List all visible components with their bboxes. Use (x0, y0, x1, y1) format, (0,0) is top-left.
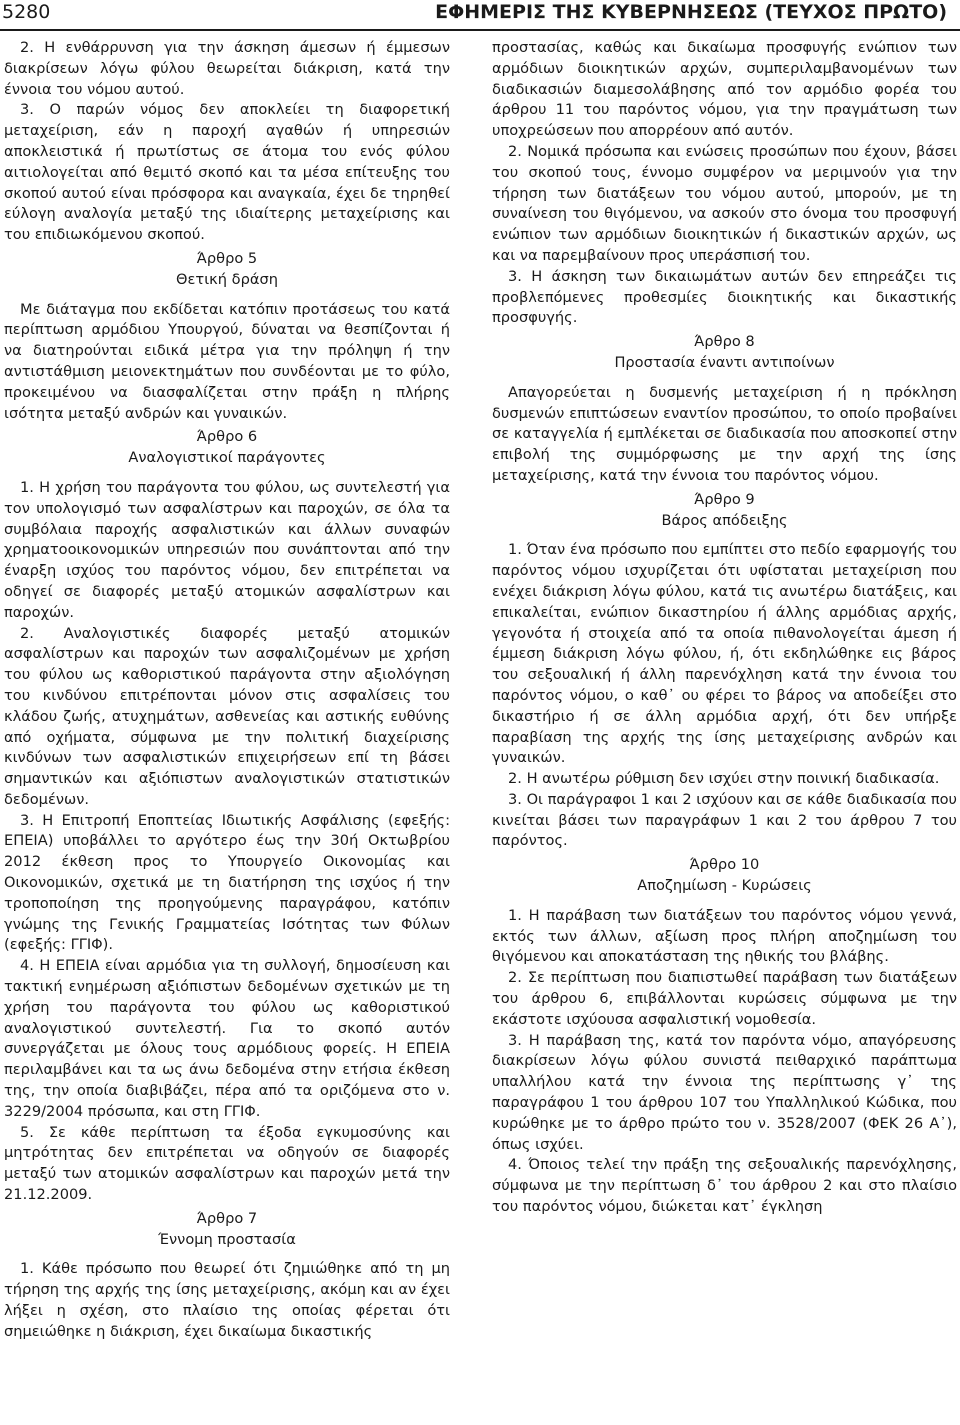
article-heading (492, 332, 957, 374)
article-heading (4, 249, 450, 291)
paragraph: 1. Η παράβαση των διατάξεων του παρόντος νόμου γεννά, εκτός των άλλων, αξίωση προς πλήρη αποζημίωση του θιγόμενου και αποκατάσταση της ηθικής του βλάβης. (492, 906, 957, 966)
paragraph: 1. Όταν ένα πρόσωπο που εμπίπτει στο πεδίο εφαρμογής του παρόντος νόμου ισχυρίζεται ότι υφίσταται μεταχείριση που ενέχει διάκριση λόγω φύλου, κατά τις ανωτέρω διατάξεις, και επικαλείται, ενώπιον δικαστηρίου ή άλλης αρμόδιας αρχής, γεγονότα ή στοιχεία από τα οποία πιθανολογείται άμεση ή έμμεση διάκριση λόγω φύλου, ή, ότι εκδηλώθηκε εις βάρος του σεξουαλική ή άλλη παρενόχληση κατά την έννοια του παρόντος νόμου, ο καθ᾽ ου φέρει το βάρος να αποδείξει στο δικαστήριο ή σε άλλη αρμόδια αρχή, ότι δεν υπήρξε παραβίαση της αρχής της ίσης μεταχείρισης ανδρών και γυναικών. (492, 541, 957, 767)
article-title: Έννομη προστασία (158, 1230, 296, 1248)
article-number: Άρθρο 6 (196, 428, 258, 446)
paragraph: 4. Όποιος τελεί την πράξη της σεξουαλικής παρενόχλησης, σύμφωνα με την περίπτωση δ᾽ του άρθρου 2 και στο πλαίσιο του παρόντος νόμου, διώκεται κατ᾽ έγκληση (492, 1156, 957, 1216)
paragraph: 5. Σε κάθε περίπτωση τα έξοδα εγκυμοσύνης και μητρότητας δεν επιτρέπεται να οδηγούν σε διαφορές μεταξύ των ατομικών ασφαλίστρων και παροχών μετά την 21.12.2009. (4, 1123, 450, 1204)
article-number: Άρθρο 7 (196, 1209, 258, 1227)
header-rule (0, 29, 960, 31)
paragraph: Με διάταγμα που εκδίδεται κατόπιν προτάσεως του κατά περίπτωση αρμόδιου Υπουργού, δύναται να θεσπίζονται ή να διατηρούνται ειδικά μέτρα για την πρόληψη ή την αντιστάθμιση μειονεκτημάτων που συνδέονται με το φύλο, προκειμένου να διασφαλίζεται στην πράξη η πλήρης ισότητα μεταξύ ανδρών και γυναικών. (4, 300, 450, 422)
paragraph: 2. Νομικά πρόσωπα και ενώσεις προσώπων που έχουν, βάσει του σκοπού τους, έννομο συμφέρον να μεριμνούν για την τήρηση των διατάξεων του νόμου αυτού, μπορούν, με τη συναίνεση του θιγόμενου, να ασκούν στο όνομα του προσφυγή ενώπιον των αρμόδιων διοικητικών ή δικαστικών αρχών, ως και να παρεμβαίνουν προς υπεράσπισή του. (492, 142, 957, 264)
running-title: ΕΦΗΜΕΡΙΣ ΤΗΣ ΚΥΒΕΡΝΗΣΕΩΣ (ΤΕΥΧΟΣ ΠΡΩΤΟ) (435, 1, 947, 23)
paragraph: 3. Η Επιτροπή Εποπτείας Ιδιωτικής Ασφάλισης (εφεξής: ΕΠΕΙΑ) υποβάλλει το αργότερο έως την 30ή Οκτωβρίου 2012 έκθεση προς το Υπουργείο Οικονομίας και Οικονομικών, σχετικά με τη διατήρηση της ισχύος ή την τροποποίηση της προηγούμενης παραγράφου, κατόπιν γνώμης της Γενικής Γραμματείας Ισότητας των Φύλων (εφεξής: ΓΓΙΦ). (4, 811, 450, 954)
paragraph: 1. Κάθε πρόσωπο που θεωρεί ότι ζημιώθηκε από τη μη τήρηση της αρχής της ίσης μεταχείρισης, ακόμη και αν έχει λήξει η σχέση, στο πλαίσιο της οποίας φέρεται ότι σημειώθηκε η διάκριση, έχει δικαίωμα δικαστικής (4, 1260, 450, 1340)
paragraph: 3. Οι παράγραφοι 1 και 2 ισχύουν και σε κάθε διαδικασία που κινείται βάσει των παραγράφων 1 και 2 του άρθρου 7 του παρόντος. (492, 790, 957, 850)
article-title: Βάρος απόδειξης (661, 511, 788, 529)
paragraph: 3. Ο παρών νόμος δεν αποκλείει τη διαφορετική μεταχείριση, εάν η παροχή αγαθών ή υπηρεσιών αποκλειστικά ή πρωτίστως σε άτομα του ενός φύλου αιτιολογείται από θεμιτό σκοπό και τα μέσα επίτευξης του σκοπού αυτού είναι πρόσφορα και αναγκαία, έχει δε τηρηθεί εύλογη αναλογία μεταξύ της ιδιαίτερης μεταχείρισης και του επιδιωκόμενου σκοπού. (4, 101, 450, 244)
paragraph: Απαγορεύεται η δυσμενής μεταχείριση ή η πρόκληση δυσμενών επιπτώσεων εναντίον προσώπου, το οποίο προβαίνει σε καταγγελία ή εμπλέκεται σε διαδικασία που αποσκοπεί στην επιβολή της συμμόρφωσης με την αρχή της ίσης μεταχείρισης, κατά την έννοια του παρόντος νόμου. (492, 383, 957, 484)
paragraph: 2. Η ανωτέρω ρύθμιση δεν ισχύει στην ποινική διαδικασία. (508, 770, 940, 788)
article-heading (492, 490, 957, 532)
paragraph: 1. Η χρήση του παράγοντα του φύλου, ως συντελεστή για τον υπολογισμό των ασφαλίστρων και παροχών, σε όλα τα συμβόλαια παροχής ασφαλιστικών και άλλων συναφών χρηματοοικονομικών υπηρεσιών που συνάπτονται από την έναρξη ισχύος του παρόντος νόμου, δεν επιτρέπεται να οδηγεί σε διαφορές μεταξύ ατομικών ασφαλίστρων και παροχών. (4, 478, 450, 621)
article-heading (4, 1209, 450, 1251)
paragraph: 4. Η ΕΠΕΙΑ είναι αρμόδια για τη συλλογή, δημοσίευση και τακτική ενημέρωση αξιόπιστων δεδομένων σχετικών με τη χρήση του παράγοντα του φύλου ως καθοριστικού αναλογιστικού συντελεστή. Για το σκοπό αυτόν συνεργάζεται με όλους τους αρμόδιους φορείς. Η ΕΠΕΙΑ περιλαμβάνει και τα ως άνω δεδομένα στην ετήσια έκθεση της, την οποία διαβιβάζει, πέρα από τα οριζόμενα στο ν. 3229/2004 πρόσωπα, και στη ΓΓΙΦ. (4, 957, 450, 1120)
article-heading (4, 427, 450, 469)
right-column (492, 38, 957, 1218)
article-number: Άρθρο 10 (689, 856, 760, 874)
paragraph: 2. Η ενθάρρυνση για την άσκηση άμεσων ή έμμεσων διακρίσεων λόγω φύλου θεωρείται διάκριση, κατά την έννοια του νόμου αυτού. (4, 39, 450, 98)
article-title: Προστασία έναντι αντιποίνων (614, 353, 835, 371)
paragraph: 2. Σε περίπτωση που διαπιστωθεί παράβαση των διατάξεων του άρθρου 6, επιβάλλονται κυρώσεις σύμφωνα με την εκάστοτε ισχύουσα ασφαλιστική νομοθεσία. (492, 969, 957, 1028)
paragraph: 2. Αναλογιστικές διαφορές μεταξύ ατομικών ασφαλίστρων και παροχών των ασφαλιζομένων με χρήση του φύλου ως καθοριστικού παράγοντα στην αξιολόγηση του κινδύνου επιτρέπονται μόνον στις ασφαλίσεις του κλάδου ζωής, ατυχημάτων, ασθενείας και αστικής ευθύνης από οχήματα, σύμφωνα με την πολιτική διαχείρισης κινδύνων των ασφαλιστικών επιχειρήσεων επί τη βάσει σημαντικών και αξιόπιστων αναλογιστικών στατιστικών δεδομένων. (4, 624, 450, 808)
article-title: Αποζημίωση - Κυρώσεις (637, 877, 812, 895)
page-header (0, 0, 960, 30)
article-heading (492, 855, 957, 897)
article-number: Άρθρο 8 (694, 333, 755, 351)
article-number: Άρθρο 5 (196, 249, 258, 267)
page-number: 5280 (2, 1, 51, 23)
paragraph: 3. Η άσκηση των δικαιωμάτων αυτών δεν επηρεάζει τις προβλεπόμενες προθεσμίες διοικητικής και δικαστικής προσφυγής. (492, 267, 957, 327)
paragraph: προστασίας, καθώς και δικαίωμα προσφυγής ενώπιον των αρμόδιων διοικητικών αρχών, συμπεριλαμβανομένων των διαδικασιών διαμεσολάβησης από τον αρμόδιο φορέα του άρθρου 11 του παρόντος νόμου, για την πραγμάτωση των υποχρεώσεων που απορρέουν από αυτόν. (492, 39, 957, 140)
article-title: Θετική δράση (176, 270, 278, 288)
left-column (4, 38, 450, 1343)
paragraph: 3. Η παράβαση της, κατά τον παρόντα νόμο, απαγόρευσης διακρίσεων λόγω φύλου συνιστά πειθαρχικό παράπτωμα υπαλλήλου κατά την έννοια της περίπτωσης γ᾽ της παραγράφου 1 του άρθρου 107 του Υπαλληλικού Κώδικα, που κυρώθηκε με το άρθρο πρώτο του ν. 3528/2007 (ΦΕΚ 26 Α᾽), όπως ισχύει. (492, 1031, 957, 1153)
article-number: Άρθρο 9 (694, 490, 755, 508)
article-title: Αναλογιστικοί παράγοντες (128, 449, 326, 467)
